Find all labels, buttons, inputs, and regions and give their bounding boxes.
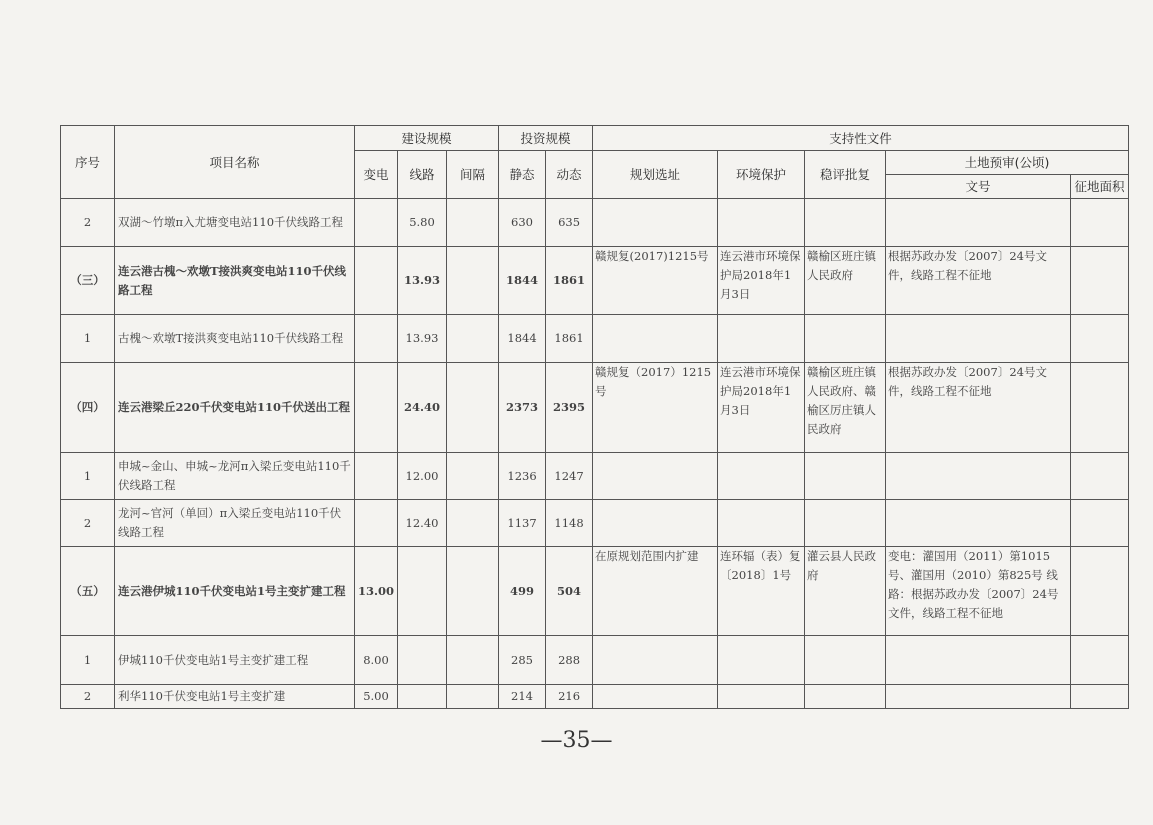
cell-bay xyxy=(447,547,499,636)
cell-project-name: 连云港古槐～欢墩T接洪爽变电站110千伏线路工程 xyxy=(115,247,355,315)
table-row xyxy=(61,199,1129,247)
cell-land-area xyxy=(1071,453,1129,500)
cell-env xyxy=(718,199,805,247)
table-row xyxy=(61,636,1129,685)
cell-env xyxy=(718,685,805,709)
cell-project-name: 双湖～竹墩π入尤塘变电站110千伏线路工程 xyxy=(115,199,355,247)
cell-project-name: 利华110千伏变电站1号主变扩建 xyxy=(115,685,355,709)
cell-env: 连云港市环境保护局2018年1月3日 xyxy=(718,363,805,453)
cell-stability xyxy=(805,500,886,547)
cell-planning: 赣规复(2017)1215号 xyxy=(593,247,718,315)
cell-line: 5.80 xyxy=(398,199,447,247)
cell-planning xyxy=(593,685,718,709)
header-land-pre-review: 土地预审(公顷) xyxy=(886,151,1129,175)
cell-line: 12.00 xyxy=(398,453,447,500)
cell-env: 连云港市环境保护局2018年1月3日 xyxy=(718,247,805,315)
cell-dynamic: 216 xyxy=(546,685,593,709)
cell-env xyxy=(718,453,805,500)
cell-stability xyxy=(805,636,886,685)
cell-substation xyxy=(355,315,398,363)
cell-seq: 2 xyxy=(61,199,115,247)
header-project-name: 项目名称 xyxy=(115,126,355,199)
cell-stability: 赣榆区班庄镇人民政府 xyxy=(805,247,886,315)
cell-doc-number xyxy=(886,636,1071,685)
cell-land-area xyxy=(1071,315,1129,363)
cell-bay xyxy=(447,247,499,315)
cell-substation xyxy=(355,453,398,500)
cell-doc-number xyxy=(886,315,1071,363)
cell-doc-number: 根据苏政办发〔2007〕24号文件，线路工程不征地 xyxy=(886,363,1071,453)
cell-stability xyxy=(805,685,886,709)
table-row xyxy=(61,500,1129,547)
cell-land-area xyxy=(1071,247,1129,315)
cell-project-name: 伊城110千伏变电站1号主变扩建工程 xyxy=(115,636,355,685)
cell-planning: 在原规划范围内扩建 xyxy=(593,547,718,636)
cell-static: 285 xyxy=(499,636,546,685)
cell-doc-number: 根据苏政办发〔2007〕24号文件，线路工程不征地 xyxy=(886,247,1071,315)
cell-bay xyxy=(447,315,499,363)
table-row xyxy=(61,453,1129,500)
cell-line: 12.40 xyxy=(398,500,447,547)
header-env-protection: 环境保护 xyxy=(718,151,805,199)
cell-stability: 赣榆区班庄镇人民政府、赣榆区厉庄镇人民政府 xyxy=(805,363,886,453)
header-bay: 间隔 xyxy=(447,151,499,199)
header-seq: 序号 xyxy=(61,126,115,199)
cell-dynamic: 1861 xyxy=(546,315,593,363)
table-row xyxy=(61,315,1129,363)
cell-doc-number xyxy=(886,199,1071,247)
header-planning-site: 规划选址 xyxy=(593,151,718,199)
header-line: 线路 xyxy=(398,151,447,199)
cell-doc-number xyxy=(886,500,1071,547)
cell-seq: （四） xyxy=(61,363,115,453)
cell-land-area xyxy=(1071,547,1129,636)
cell-stability: 灌云县人民政府 xyxy=(805,547,886,636)
cell-seq: （三） xyxy=(61,247,115,315)
cell-planning: 赣规复（2017）1215号 xyxy=(593,363,718,453)
cell-stability xyxy=(805,453,886,500)
cell-planning xyxy=(593,315,718,363)
cell-dynamic: 1861 xyxy=(546,247,593,315)
cell-stability xyxy=(805,315,886,363)
cell-dynamic: 1148 xyxy=(546,500,593,547)
table-row xyxy=(61,685,1129,709)
cell-project-name: 申城~金山、申城~龙河π入梁丘变电站110千伏线路工程 xyxy=(115,453,355,500)
cell-planning xyxy=(593,500,718,547)
cell-bay xyxy=(447,363,499,453)
project-table xyxy=(60,125,1129,709)
cell-static: 214 xyxy=(499,685,546,709)
cell-static: 499 xyxy=(499,547,546,636)
cell-dynamic: 1247 xyxy=(546,453,593,500)
cell-planning xyxy=(593,453,718,500)
header-supporting-docs: 支持性文件 xyxy=(593,126,1129,151)
cell-seq: 1 xyxy=(61,636,115,685)
header-substation: 变电 xyxy=(355,151,398,199)
header-investment-scale: 投资规模 xyxy=(499,126,593,151)
cell-substation xyxy=(355,247,398,315)
cell-bay xyxy=(447,685,499,709)
cell-bay xyxy=(447,500,499,547)
cell-land-area xyxy=(1071,685,1129,709)
cell-line xyxy=(398,685,447,709)
cell-static: 630 xyxy=(499,199,546,247)
cell-project-name: 连云港伊城110千伏变电站1号主变扩建工程 xyxy=(115,547,355,636)
cell-seq: （五） xyxy=(61,547,115,636)
cell-dynamic: 635 xyxy=(546,199,593,247)
cell-planning xyxy=(593,199,718,247)
cell-env xyxy=(718,500,805,547)
cell-doc-number: 变电：灌国用（2011）第1015号、灌国用（2010）第825号 线路：根据苏政办发〔2007〕24号文件，线路工程不征地 xyxy=(886,547,1071,636)
cell-substation: 5.00 xyxy=(355,685,398,709)
cell-land-area xyxy=(1071,199,1129,247)
cell-seq: 2 xyxy=(61,685,115,709)
cell-seq: 1 xyxy=(61,315,115,363)
cell-project-name: 古槐～欢墩T接洪爽变电站110千伏线路工程 xyxy=(115,315,355,363)
cell-line xyxy=(398,636,447,685)
cell-project-name: 连云港梁丘220千伏变电站110千伏送出工程 xyxy=(115,363,355,453)
cell-bay xyxy=(447,453,499,500)
cell-substation xyxy=(355,363,398,453)
table-row xyxy=(61,363,1129,453)
cell-substation: 8.00 xyxy=(355,636,398,685)
cell-seq: 1 xyxy=(61,453,115,500)
cell-line: 24.40 xyxy=(398,363,447,453)
cell-env: 连环辐（表）复〔2018〕1号 xyxy=(718,547,805,636)
cell-line: 13.93 xyxy=(398,247,447,315)
header-stability-review: 稳评批复 xyxy=(805,151,886,199)
cell-seq: 2 xyxy=(61,500,115,547)
table-row xyxy=(61,547,1129,636)
table-row xyxy=(61,247,1129,315)
cell-doc-number xyxy=(886,453,1071,500)
cell-doc-number xyxy=(886,685,1071,709)
header-construction-scale: 建设规模 xyxy=(355,126,499,151)
cell-land-area xyxy=(1071,363,1129,453)
header-land-area: 征地面积 xyxy=(1071,175,1129,199)
cell-line: 13.93 xyxy=(398,315,447,363)
cell-project-name: 龙河~官河（单回）π入梁丘变电站110千伏线路工程 xyxy=(115,500,355,547)
cell-substation: 13.00 xyxy=(355,547,398,636)
header-static: 静态 xyxy=(499,151,546,199)
cell-static: 1844 xyxy=(499,315,546,363)
cell-land-area xyxy=(1071,500,1129,547)
cell-env xyxy=(718,636,805,685)
cell-env xyxy=(718,315,805,363)
cell-dynamic: 288 xyxy=(546,636,593,685)
cell-planning xyxy=(593,636,718,685)
cell-bay xyxy=(447,636,499,685)
cell-static: 1137 xyxy=(499,500,546,547)
cell-static: 2373 xyxy=(499,363,546,453)
cell-static: 1844 xyxy=(499,247,546,315)
header-dynamic: 动态 xyxy=(546,151,593,199)
cell-land-area xyxy=(1071,636,1129,685)
cell-substation xyxy=(355,500,398,547)
cell-substation xyxy=(355,199,398,247)
cell-static: 1236 xyxy=(499,453,546,500)
page-number: —35— xyxy=(540,728,613,753)
cell-bay xyxy=(447,199,499,247)
cell-line xyxy=(398,547,447,636)
header-doc-number: 文号 xyxy=(886,175,1071,199)
cell-stability xyxy=(805,199,886,247)
cell-dynamic: 504 xyxy=(546,547,593,636)
cell-dynamic: 2395 xyxy=(546,363,593,453)
